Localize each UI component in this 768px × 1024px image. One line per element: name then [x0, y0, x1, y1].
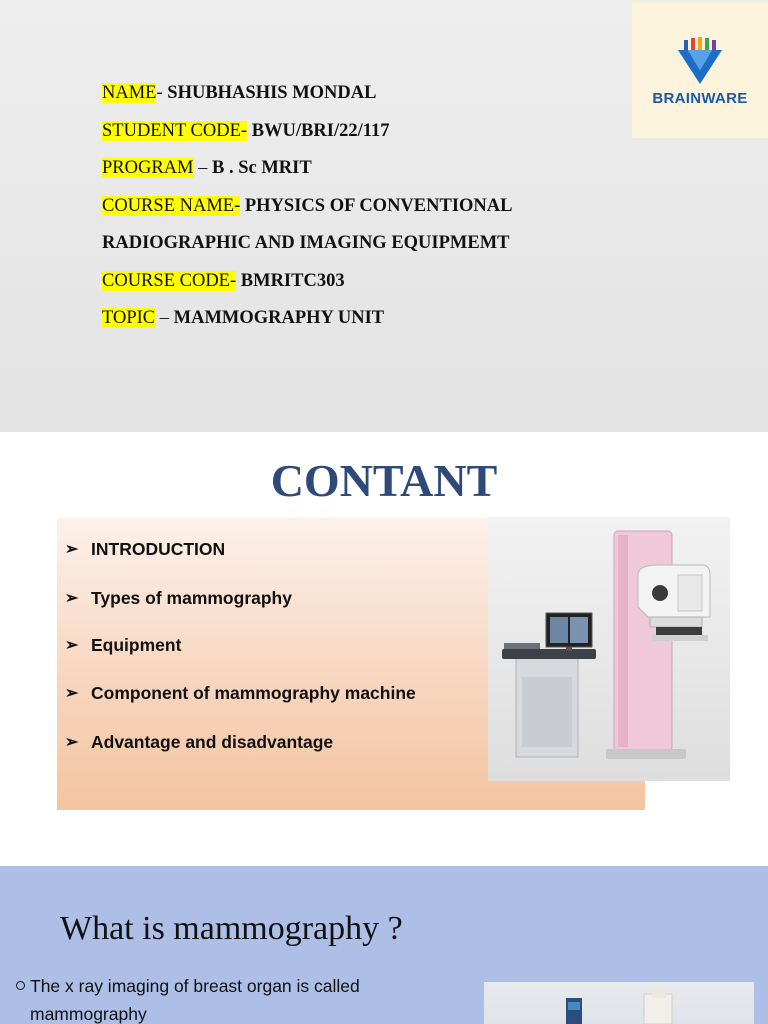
mammography-machine-image — [488, 517, 730, 781]
arrow-bullet-icon: ➢ — [65, 590, 79, 607]
info-sep: - — [156, 83, 168, 103]
info-row-name — [102, 80, 622, 118]
list-item — [65, 534, 225, 564]
info-value: RADIOGRAPHIC AND IMAGING EQUIPMEMT — [102, 233, 510, 253]
info-sep: – — [155, 308, 174, 328]
info-row-course-code — [102, 268, 622, 306]
info-row-program — [102, 155, 622, 193]
arrow-bullet-icon: ➢ — [65, 734, 79, 751]
info-row-student-code — [102, 118, 622, 156]
list-item — [65, 630, 181, 660]
info-label: NAME — [102, 83, 157, 103]
info-row-topic — [102, 305, 622, 343]
circle-bullet-icon — [16, 981, 25, 990]
info-label: COURSE NAME- — [102, 195, 241, 216]
info-value: B . Sc MRIT — [212, 158, 312, 178]
logo-text: BRAINWARE — [652, 90, 748, 107]
list-item-label: Component of mammography machine — [91, 682, 416, 703]
info-value: PHYSICS OF CONVENTIONAL — [244, 195, 513, 216]
student-info-list — [102, 80, 622, 343]
info-label: COURSE CODE- — [102, 270, 237, 291]
info-value: MAMMOGRAPHY UNIT — [173, 308, 385, 328]
mammography-room-image — [484, 982, 754, 1024]
info-value: BWU/BRI/22/117 — [251, 120, 390, 141]
list-item — [65, 678, 416, 708]
room-illustration — [484, 982, 754, 1024]
info-row-course-name-cont — [102, 230, 622, 268]
definition-slide — [0, 866, 768, 1024]
list-item-label: Advantage and disadvantage — [91, 731, 334, 752]
brainware-logo-icon — [674, 36, 726, 88]
arrow-bullet-icon: ➢ — [65, 637, 79, 654]
info-value: SHUBHASHIS MONDAL — [167, 83, 377, 103]
info-sep: – — [193, 158, 212, 178]
list-item-label: Equipment — [91, 634, 182, 655]
info-label: PROGRAM — [102, 158, 194, 178]
list-item — [65, 583, 292, 613]
contents-slide — [0, 432, 768, 864]
slide-title: What is mammography ? — [60, 910, 403, 947]
bullet-text-line2: mammography — [30, 1004, 147, 1024]
info-label: STUDENT CODE- — [102, 120, 248, 141]
slide-title: CONTANT — [270, 455, 498, 506]
info-value: BMRITC303 — [240, 270, 345, 291]
list-item — [65, 727, 333, 757]
list-item-label: INTRODUCTION — [91, 538, 226, 559]
mammography-machine-illustration — [488, 517, 730, 781]
arrow-bullet-icon: ➢ — [65, 685, 79, 702]
list-item — [16, 972, 436, 1024]
info-label: TOPIC — [102, 308, 156, 328]
info-row-course-name — [102, 193, 622, 231]
title-slide — [0, 0, 768, 432]
brainware-logo — [632, 2, 768, 138]
bullet-text-line1: The x ray imaging of breast organ is called — [30, 976, 360, 996]
list-item-label: Types of mammography — [91, 587, 292, 608]
arrow-bullet-icon: ➢ — [65, 541, 79, 558]
